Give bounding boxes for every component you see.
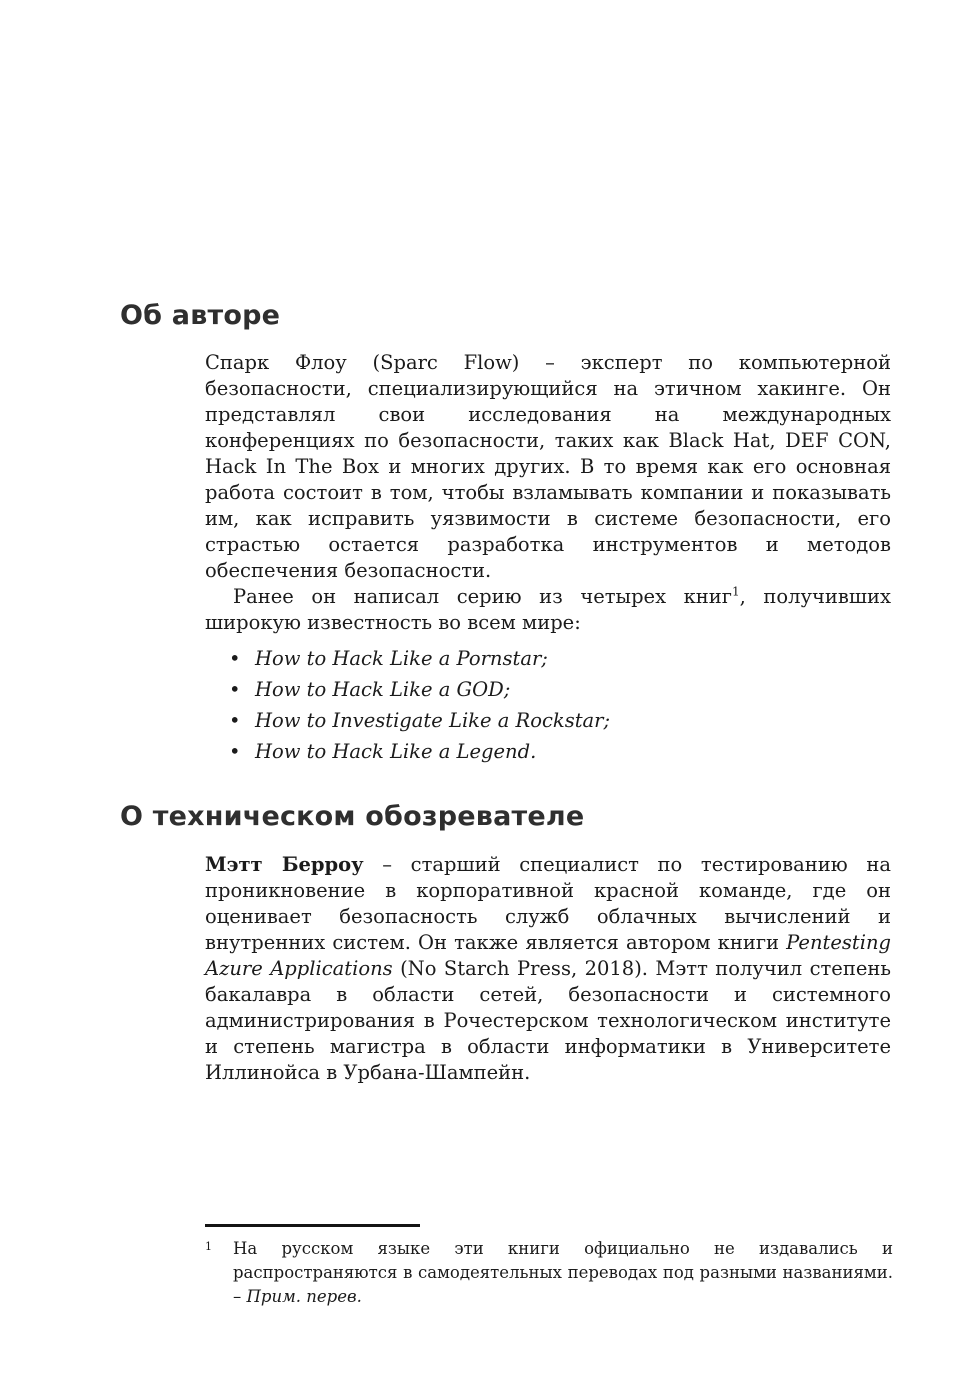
book-title: How to Investigate Like a Rockstar; <box>255 709 611 733</box>
footnote-text-main: На русском языке эти книги официально не издавались и распространяются в самодеятельных переводах под разными названиями. – <box>233 1239 893 1306</box>
book-title: How to Hack Like a GOD; <box>255 678 511 702</box>
book-title: How to Hack Like a Pornstar; <box>255 647 548 671</box>
section-about-author <box>120 300 892 765</box>
footnote-row <box>205 1237 893 1309</box>
book-list-item <box>255 677 891 703</box>
footnote <box>205 1224 893 1309</box>
page-content <box>120 300 892 1086</box>
reviewer-paragraph <box>205 852 891 1086</box>
section-about-reviewer <box>120 801 892 1085</box>
paragraph-text: (No Starch Press, 2018). Мэтт получил степень бакалавра в области сетей, безопасности и системного администрирования в Рочестерском технологическом институте и степень магистра в области информатики в Университете Иллинойса в Урбана-Шампейн. <box>205 956 891 1084</box>
book-list <box>205 646 891 765</box>
book-list-item <box>255 739 891 765</box>
book-title: Pentesting Azure Applications <box>205 930 891 980</box>
footnote-reference: 1 <box>732 584 740 599</box>
footnote-text-italic: Прим. перев. <box>246 1287 362 1306</box>
paragraph-text: Ранее он написал серию из четырех книг <box>233 585 733 609</box>
about-author-body <box>205 350 891 765</box>
paragraph-text: – старший специалист по тестированию на проникновение в корпоративной красной команде, где он оценивает безопасность служб облачных вычислений и внутренних систем. Он также является автором книги <box>205 852 891 954</box>
about-author-heading: Об авторе <box>120 300 281 331</box>
about-reviewer-heading: О техническом обозревателе <box>120 801 585 833</box>
footnote-marker: 1 <box>205 1240 212 1253</box>
author-paragraph-2 <box>205 584 891 636</box>
reviewer-name: Мэтт Берроу <box>205 852 364 876</box>
book-title: How to Hack Like a Legend. <box>255 740 537 764</box>
book-list-item <box>255 708 891 734</box>
paragraph-text: , получивших широкую известность во всем мире: <box>205 585 891 635</box>
book-list-item <box>255 646 891 672</box>
about-reviewer-body <box>205 852 891 1086</box>
author-paragraph-1: Спарк Флоу (Sparc Flow) – эксперт по компьютерной безопасности, специализирующийся на этичном хакинге. Он представлял свои исследования на международных конференциях по безопасности, таких как Black Hat, DEF CON, Hack In The Box и многих других. В то время как его основная работа состоит в том, чтобы взламывать компании и показывать им, как исправить уязвимости в системе безопасности, его страстью остается разработка инструментов и методов обеспечения безопасности. <box>205 351 891 583</box>
footnote-divider <box>205 1224 420 1227</box>
footnote-text <box>233 1237 893 1309</box>
